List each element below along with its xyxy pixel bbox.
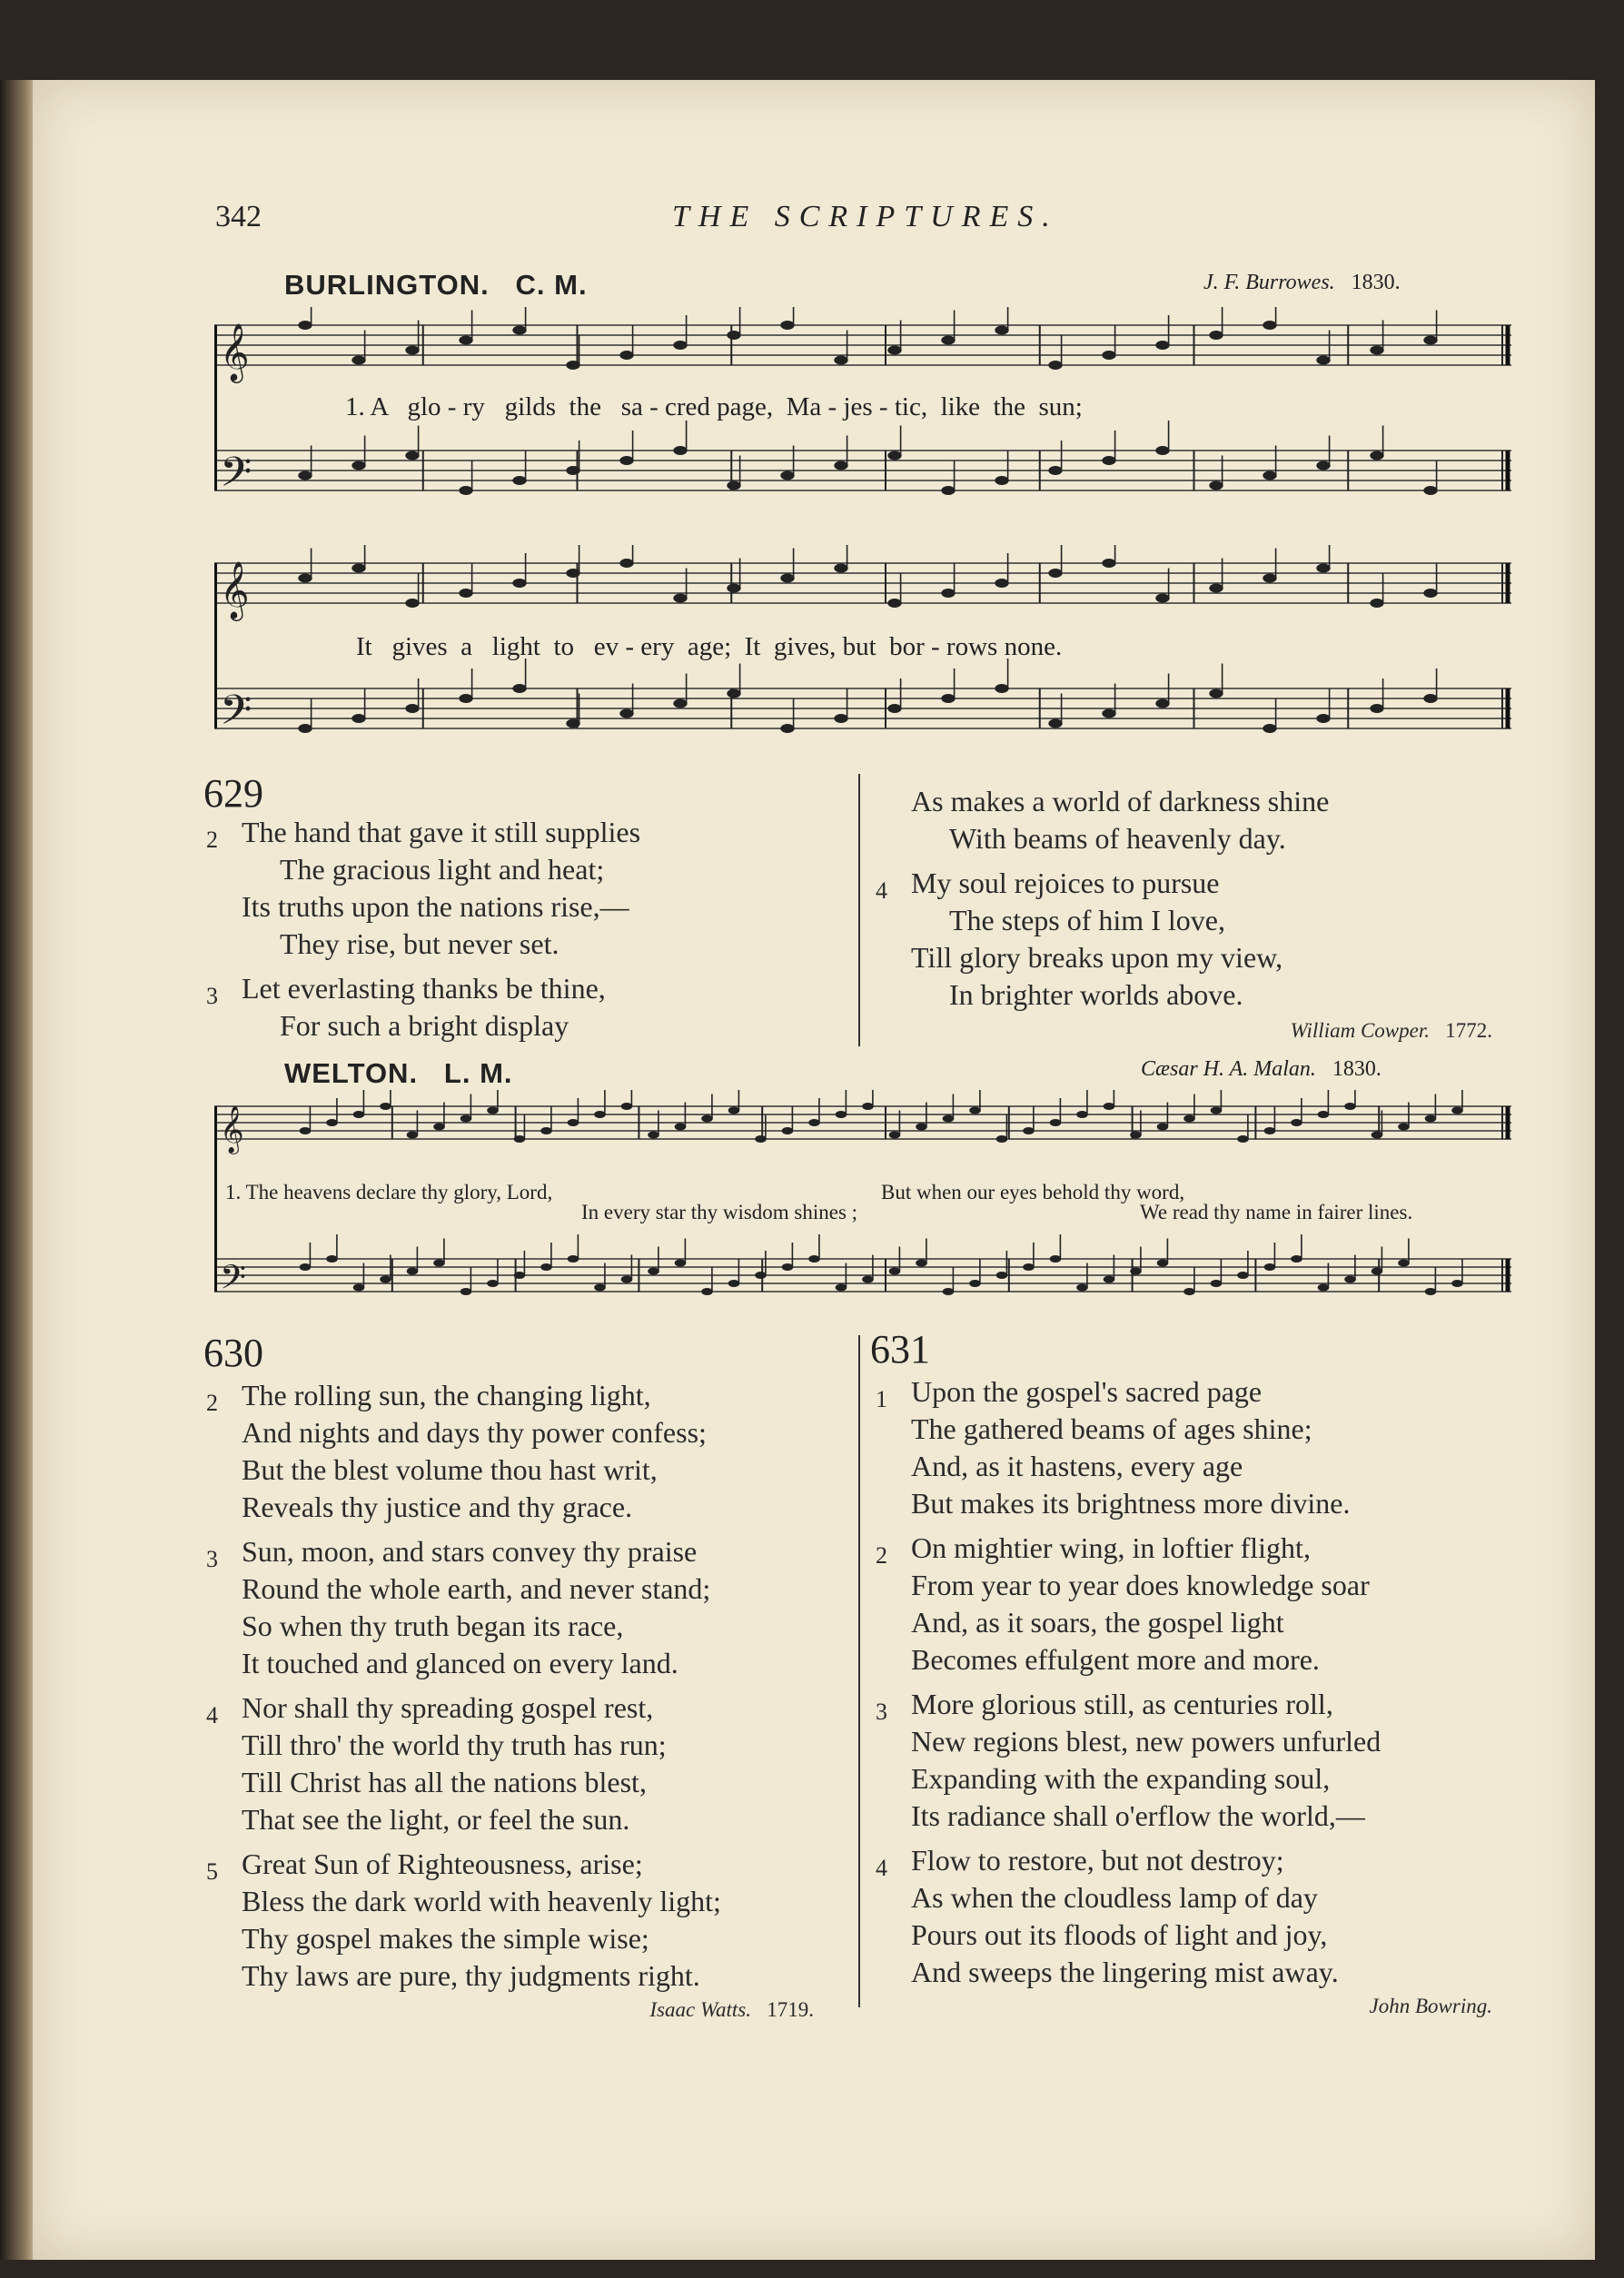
author-name: Isaac Watts. — [649, 1998, 751, 2021]
note-head — [673, 594, 687, 603]
note-head — [780, 724, 794, 733]
welton-lyric-4: We read thy name in fairer lines. — [1140, 1201, 1413, 1223]
note-head — [298, 321, 312, 330]
author-year: 1719. — [767, 1998, 814, 2021]
treble-clef-icon: 𝄞 — [220, 560, 250, 619]
note-head — [512, 476, 526, 485]
stanza-number: 2 — [206, 1390, 218, 1416]
verse-line: Thy gospel makes the simple wise; — [242, 1922, 649, 1955]
note-head — [1316, 461, 1330, 470]
composer-name: J. F. Burrowes. — [1203, 271, 1335, 294]
note-head — [1157, 1123, 1169, 1130]
note-head — [300, 1127, 312, 1134]
note-head — [648, 1267, 659, 1274]
note-head — [298, 574, 312, 583]
note-head — [1048, 361, 1062, 370]
stanza — [876, 1842, 1529, 1991]
verse-line: It touched and glanced on every land. — [242, 1647, 678, 1679]
verse-line: The rolling sun, the changing light, — [242, 1379, 651, 1411]
verse-line: Round the whole earth, and never stand; — [242, 1572, 711, 1605]
note-head — [326, 1119, 338, 1126]
note-head — [995, 579, 1008, 588]
verse-line: Let everlasting thanks be thine, — [242, 972, 606, 1005]
note-head — [459, 694, 472, 703]
note-head — [460, 1114, 472, 1122]
verse-line: Till Christ has all the nations blest, — [242, 1766, 647, 1798]
note-head — [1370, 451, 1383, 461]
note-head — [1102, 351, 1115, 360]
author-name: John Bowring. — [1369, 1995, 1492, 2017]
note-head — [1398, 1259, 1410, 1266]
page-number: 342 — [215, 200, 262, 233]
note-head — [433, 1259, 445, 1266]
note-head — [460, 1288, 472, 1295]
note-head — [1263, 574, 1276, 583]
verse-line: Upon the gospel's sacred page — [911, 1375, 1263, 1408]
verse-line: As makes a world of darkness shine — [911, 785, 1330, 817]
note-head — [1263, 321, 1276, 330]
welton-lyric-2: In every star thy wisdom shines ; — [581, 1201, 858, 1223]
note-head — [836, 1283, 847, 1291]
verse-line: Till glory breaks upon my view, — [911, 941, 1283, 974]
note-head — [566, 466, 579, 475]
stanza — [206, 1689, 859, 1838]
note-head — [619, 351, 633, 360]
stanza-number: 4 — [876, 877, 887, 904]
book-spine — [0, 80, 36, 2260]
note-head — [1316, 356, 1330, 365]
stanza-number: 5 — [206, 1858, 218, 1885]
note-head — [407, 1131, 419, 1138]
tune-composer-welton — [1141, 1057, 1381, 1082]
note-head — [407, 1267, 419, 1274]
note-head — [1344, 1103, 1356, 1110]
verse-line: And nights and days thy power confess; — [242, 1416, 707, 1449]
verse-line: With beams of heavenly day. — [949, 822, 1286, 855]
note-head — [459, 589, 472, 598]
note-head — [1048, 466, 1062, 475]
note-head — [352, 714, 365, 723]
note-head — [728, 1106, 740, 1114]
note-head — [1050, 1255, 1062, 1263]
column-divider — [858, 1335, 860, 2007]
note-head — [727, 481, 740, 490]
tune-meter: L. M. — [443, 1057, 513, 1089]
verse-line: For such a bright display — [280, 1009, 569, 1042]
verse-line: Flow to restore, but not destroy; — [911, 1844, 1284, 1877]
page-title: THE SCRIPTURES. — [672, 200, 1059, 233]
note-head — [675, 1259, 687, 1266]
note-head — [619, 559, 633, 568]
note-head — [621, 1103, 633, 1110]
note-head — [568, 1255, 579, 1263]
note-head — [459, 336, 472, 345]
note-head — [1318, 1111, 1330, 1118]
note-head — [701, 1288, 713, 1295]
note-head — [1130, 1131, 1142, 1138]
lyric-line-1: 1. A glo - ry gilds the sa - cred page, Ma - jes - tic, like the sun; — [345, 392, 1083, 421]
composer-year: 1830. — [1332, 1057, 1381, 1081]
tune-name-welton — [284, 1057, 513, 1090]
verse-line: So when thy truth began its race, — [242, 1609, 624, 1642]
note-head — [1102, 709, 1115, 718]
note-head — [1104, 1103, 1115, 1110]
note-head — [941, 486, 955, 495]
stanza-number: 2 — [206, 827, 218, 853]
note-head — [1102, 456, 1115, 465]
author-year: 1772. — [1445, 1019, 1492, 1042]
composer-year: 1830. — [1351, 271, 1401, 294]
bass-clef-icon: 𝄢 — [220, 686, 253, 744]
verse-line: And, as it hastens, every age — [911, 1450, 1243, 1482]
note-head — [353, 1111, 365, 1118]
note-head — [405, 704, 419, 713]
note-head — [1076, 1111, 1088, 1118]
note-head — [1370, 704, 1383, 713]
note-head — [1423, 694, 1437, 703]
treble-clef-icon: 𝄞 — [220, 1104, 244, 1153]
stanza — [876, 865, 1510, 1014]
stanza — [876, 1530, 1529, 1679]
note-head — [941, 336, 955, 345]
note-head — [1211, 1280, 1223, 1287]
note-head — [1157, 1259, 1169, 1266]
note-head — [1209, 331, 1223, 340]
note-head — [1371, 1267, 1383, 1274]
tune-meter: C. M. — [515, 269, 588, 301]
note-head — [916, 1123, 927, 1130]
verse-line: Great Sun of Righteousness, arise; — [242, 1847, 643, 1880]
note-head — [1048, 569, 1062, 578]
hymn-629-attribution — [911, 1012, 1492, 1049]
note-head — [1370, 346, 1383, 355]
verse-line: Becomes effulgent more and more. — [911, 1643, 1320, 1676]
stanza-continued — [911, 783, 1510, 857]
note-head — [512, 684, 526, 693]
note-head — [834, 461, 847, 470]
stanza — [206, 1846, 859, 1995]
stanza — [206, 814, 841, 963]
verse-line: They rise, but never set. — [280, 927, 559, 960]
note-head — [1423, 336, 1437, 345]
verse-line: That see the light, or feel the sun. — [242, 1803, 630, 1836]
note-head — [887, 599, 901, 608]
hymn-631-attribution — [911, 1987, 1492, 2025]
note-head — [1102, 559, 1115, 568]
note-head — [889, 1131, 901, 1138]
note-head — [673, 699, 687, 708]
note-head — [1183, 1114, 1195, 1122]
verse-line: But makes its brightness more divine. — [911, 1487, 1351, 1520]
note-head — [862, 1103, 874, 1110]
verse-line: Sun, moon, and stars convey thy praise — [242, 1535, 698, 1568]
lyric-line-2: It gives a light to ev - ery age; It gives, but bor - rows none. — [356, 632, 1063, 661]
bass-staff — [214, 1234, 1511, 1305]
note-head — [1423, 486, 1437, 495]
note-head — [619, 456, 633, 465]
note-head — [808, 1119, 820, 1126]
note-head — [1291, 1255, 1302, 1263]
note-head — [352, 461, 365, 470]
note-head — [701, 1114, 713, 1122]
note-head — [352, 564, 365, 573]
note-head — [941, 694, 955, 703]
note-head — [298, 471, 312, 480]
stanza — [206, 970, 841, 1045]
stanza — [206, 1377, 859, 1526]
note-head — [1023, 1263, 1035, 1271]
note-head — [1316, 564, 1330, 573]
note-head — [1209, 689, 1223, 698]
note-head — [727, 584, 740, 593]
note-head — [1155, 341, 1169, 350]
note-head — [433, 1123, 445, 1130]
treble-staff — [214, 1090, 1511, 1154]
note-head — [459, 486, 472, 495]
verse-line: The gathered beams of ages shine; — [911, 1412, 1312, 1445]
note-head — [673, 446, 687, 455]
hymn-number-629: 629 — [203, 771, 263, 816]
note-head — [1344, 1275, 1356, 1283]
note-head — [887, 451, 901, 461]
note-head — [836, 1111, 847, 1118]
bass-clef-icon: 𝄢 — [220, 448, 253, 506]
note-head — [352, 356, 365, 365]
note-head — [889, 1267, 901, 1274]
note-head — [566, 361, 579, 370]
note-head — [995, 326, 1008, 335]
hymn-629-column-left — [206, 814, 841, 1052]
note-head — [1183, 1288, 1195, 1295]
note-head — [862, 1275, 874, 1283]
note-head — [1316, 714, 1330, 723]
verse-line: Thy laws are pure, thy judgments right. — [242, 1959, 700, 1992]
verse-line: New regions blest, new powers unfurled — [911, 1725, 1381, 1758]
verse-line: But the blest volume thou hast writ, — [242, 1453, 658, 1486]
note-head — [675, 1123, 687, 1130]
note-head — [995, 684, 1008, 693]
verse-line: And sweeps the lingering mist away. — [911, 1956, 1339, 1988]
tune-name: WELTON. — [284, 1057, 419, 1089]
verse-line: Expanding with the expanding soul, — [911, 1762, 1331, 1795]
note-head — [1264, 1263, 1276, 1271]
note-head — [1211, 1106, 1223, 1114]
note-head — [1263, 724, 1276, 733]
note-head — [405, 451, 419, 461]
verse-line: Reveals thy justice and thy grace. — [242, 1491, 633, 1523]
note-head — [673, 341, 687, 350]
note-head — [300, 1263, 312, 1271]
note-head — [943, 1114, 955, 1122]
note-head — [405, 346, 419, 355]
verse-line: My soul rejoices to pursue — [911, 867, 1220, 899]
hymn-number-631: 631 — [870, 1327, 930, 1372]
stanza-number: 3 — [876, 1699, 887, 1725]
tune-name: BURLINGTON. — [284, 269, 490, 301]
note-head — [1291, 1119, 1302, 1126]
note-head — [1451, 1280, 1463, 1287]
note-head — [1264, 1127, 1276, 1134]
author-name: William Cowper. — [1290, 1019, 1430, 1042]
note-head — [755, 1272, 767, 1279]
verse-line: Bless the dark world with heavenly light; — [242, 1885, 721, 1917]
note-head — [727, 331, 740, 340]
note-head — [782, 1263, 794, 1271]
verse-line: More glorious still, as centuries roll, — [911, 1688, 1333, 1720]
note-head — [514, 1135, 526, 1143]
note-head — [969, 1106, 981, 1114]
note-head — [1209, 584, 1223, 593]
verse-line: As when the cloudless lamp of day — [911, 1881, 1318, 1914]
note-head — [969, 1280, 981, 1287]
note-head — [1370, 599, 1383, 608]
verse-line: The hand that gave it still supplies — [242, 816, 641, 848]
note-head — [621, 1275, 633, 1283]
bass-staff — [214, 659, 1511, 744]
verse-line: And, as it soars, the gospel light — [911, 1606, 1284, 1639]
note-head — [568, 1119, 579, 1126]
note-head — [1130, 1267, 1142, 1274]
tune-composer-burlington — [1203, 271, 1401, 295]
note-head — [808, 1255, 820, 1263]
note-head — [943, 1288, 955, 1295]
note-head — [1155, 699, 1169, 708]
stanza-number: 4 — [206, 1702, 218, 1728]
note-head — [380, 1275, 391, 1283]
stanza-number: 2 — [876, 1542, 887, 1569]
note-head — [1155, 446, 1169, 455]
note-head — [887, 704, 901, 713]
note-head — [1209, 481, 1223, 490]
hymn-630-column — [206, 1377, 859, 2028]
note-head — [780, 574, 794, 583]
treble-staff — [214, 545, 1511, 621]
verse-line: The steps of him I love, — [949, 904, 1225, 936]
note-head — [1076, 1283, 1088, 1291]
verse-line: Nor shall thy spreading gospel rest, — [242, 1691, 654, 1724]
note-head — [487, 1280, 499, 1287]
verse-line: Pours out its floods of light and joy, — [911, 1918, 1328, 1951]
stanza-number: 3 — [206, 1546, 218, 1572]
note-head — [755, 1135, 767, 1143]
note-head — [540, 1127, 552, 1134]
stanza-number: 3 — [206, 983, 218, 1009]
note-head — [298, 724, 312, 733]
verse-line: On mightier wing, in loftier flight, — [911, 1531, 1311, 1564]
note-head — [727, 689, 740, 698]
note-head — [728, 1280, 740, 1287]
stanza-number: 1 — [876, 1386, 887, 1412]
note-head — [619, 709, 633, 718]
bass-staff — [214, 421, 1511, 506]
note-head — [540, 1263, 552, 1271]
bass-clef-icon: 𝄢 — [220, 1257, 246, 1305]
note-head — [512, 579, 526, 588]
note-head — [1050, 1119, 1062, 1126]
note-head — [405, 599, 419, 608]
welton-lyric-1: 1. The heavens declare thy glory, Lord, — [225, 1181, 553, 1203]
note-head — [1318, 1283, 1330, 1291]
stanza — [876, 1373, 1529, 1522]
verse-line: Till thro' the world thy truth has run; — [242, 1728, 667, 1761]
note-head — [1155, 594, 1169, 603]
verse-line: From year to year does knowledge soar — [911, 1569, 1370, 1601]
column-divider — [858, 774, 860, 1046]
note-head — [780, 321, 794, 330]
note-head — [487, 1106, 499, 1114]
note-head — [1398, 1123, 1410, 1130]
note-head — [512, 326, 526, 335]
note-head — [941, 589, 955, 598]
treble-staff — [214, 307, 1511, 383]
note-head — [996, 1272, 1008, 1279]
note-head — [594, 1283, 606, 1291]
note-head — [326, 1255, 338, 1263]
verse-line: Its truths upon the nations rise,— — [242, 890, 629, 923]
tune-name-burlington — [284, 269, 588, 302]
note-head — [566, 569, 579, 578]
stanza — [876, 1686, 1529, 1835]
note-head — [594, 1111, 606, 1118]
verse-line: In brighter worlds above. — [949, 978, 1243, 1011]
note-head — [1237, 1135, 1249, 1143]
stanza — [206, 1533, 859, 1682]
note-head — [1425, 1114, 1437, 1122]
note-head — [1023, 1127, 1035, 1134]
note-head — [996, 1135, 1008, 1143]
note-head — [780, 471, 794, 480]
note-head — [380, 1103, 391, 1110]
note-head — [916, 1259, 927, 1266]
note-head — [1451, 1106, 1463, 1114]
treble-clef-icon: 𝄞 — [220, 322, 250, 381]
verse-line: The gracious light and heat; — [280, 853, 605, 886]
hymn-631-column — [876, 1373, 1529, 2025]
note-head — [353, 1283, 365, 1291]
note-head — [648, 1131, 659, 1138]
hymn-630-attribution — [242, 1991, 814, 2028]
note-head — [566, 719, 579, 728]
note-head — [782, 1127, 794, 1134]
note-head — [1263, 471, 1276, 480]
note-head — [1371, 1131, 1383, 1138]
note-head — [834, 564, 847, 573]
hymn-number-630: 630 — [203, 1331, 263, 1375]
note-head — [1048, 719, 1062, 728]
note-head — [514, 1272, 526, 1279]
note-head — [1425, 1288, 1437, 1295]
note-head — [834, 714, 847, 723]
hymn-629-column-right — [876, 783, 1510, 1049]
composer-name: Cæsar H. A. Malan. — [1141, 1057, 1316, 1081]
note-head — [1104, 1275, 1115, 1283]
note-head — [995, 476, 1008, 485]
note-head — [1423, 589, 1437, 598]
verse-line: Its radiance shall o'erflow the world,— — [911, 1799, 1365, 1832]
note-head — [1237, 1272, 1249, 1279]
note-head — [887, 346, 901, 355]
welton-lyric-3: But when our eyes behold thy word, — [881, 1181, 1185, 1203]
stanza-number: 4 — [876, 1855, 887, 1881]
note-head — [834, 356, 847, 365]
